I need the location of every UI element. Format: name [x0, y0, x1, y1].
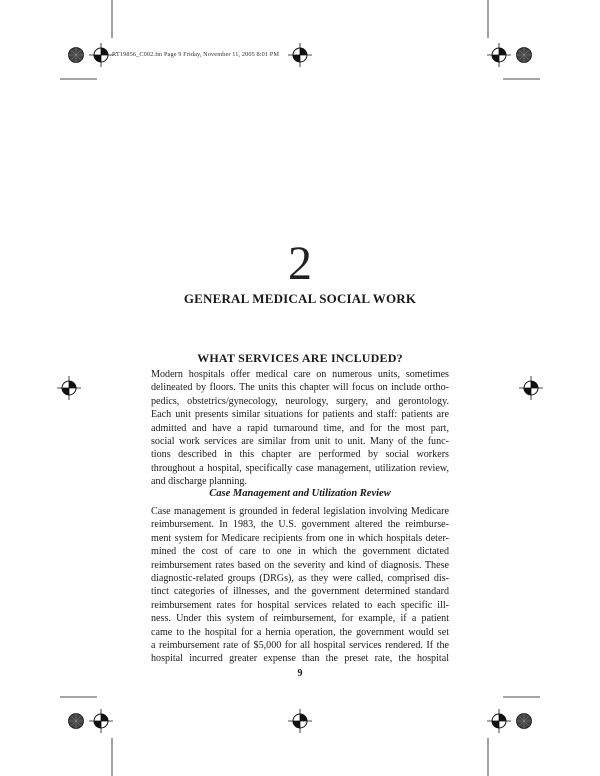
- color-patch-icon: [69, 714, 84, 729]
- paragraph-line: reimbursement. In 1983, the U.S. government altered the reimburse-: [151, 519, 449, 531]
- paragraph-line: diagnostic-related groups (DRGs), as they were called, comprised dis-: [151, 573, 449, 585]
- registration-mark-icon: [519, 376, 543, 400]
- registration-mark-icon: [57, 376, 81, 400]
- subsection-heading: Case Management and Utilization Review: [209, 488, 391, 499]
- registration-mark-icon: [89, 709, 113, 733]
- paragraph-line: ness. Under this system of reimbursement, for example, if a patient: [151, 613, 449, 625]
- registration-mark-icon: [487, 709, 511, 733]
- paragraph-line: tinct categories of illnesses, and the government determined standard: [151, 586, 449, 598]
- paragraph-line: Each unit presents similar situations for patients and staff: patients are: [151, 409, 449, 421]
- paragraph-line: reimbursement rates for hospital services related to each specific ill-: [151, 599, 449, 611]
- paragraph-line: mined the cost of care to one in which the government dictated: [151, 546, 449, 558]
- color-patch-icon: [517, 714, 532, 729]
- color-patch-icon: [517, 48, 532, 63]
- registration-mark-icon: [288, 43, 312, 67]
- paragraph-line: throughout a hospital, specifically case management, utilization review,: [151, 462, 449, 474]
- paragraph-line: Case management is grounded in federal legislation involving Medicare: [151, 506, 449, 517]
- chapter-number: 2: [288, 237, 312, 290]
- section-heading: WHAT SERVICES ARE INCLUDED?: [197, 351, 403, 365]
- paragraph-line: came to the hospital for a hernia operation, the government would set: [151, 626, 449, 638]
- crop-mark-icon: [60, 697, 540, 776]
- page-number: 9: [297, 668, 303, 679]
- registration-mark-icon: [288, 709, 312, 733]
- paragraph-line: pedics, obstetrics/gynecology, neurology, surgery, and gerontology.: [151, 395, 449, 407]
- paragraph-line: tions described in this chapter are performed by social workers: [151, 449, 449, 461]
- paragraph-line: social work services are similar from unit to unit. Many of the func-: [151, 436, 449, 448]
- paragraph-line: and discharge planning.: [151, 476, 247, 488]
- paragraph-line: hospital incurred greater expense than the preset rate, the hospital: [151, 653, 449, 665]
- chapter-title: GENERAL MEDICAL SOCIAL WORK: [183, 291, 417, 306]
- paragraph-line: admitted and have a rapid turnaround time, and for the most part,: [151, 422, 449, 434]
- paragraph-line: Modern hospitals offer medical care on numerous units, sometimes: [151, 369, 449, 380]
- paragraph-line: ment system for Medicare recipients from one in which hospitals deter-: [151, 532, 449, 544]
- paragraph-line: reimbursement rates based on the severity and kind of diagnosis. These: [151, 559, 449, 571]
- section-paragraph: [151, 368, 449, 489]
- color-patch-icon: [69, 48, 84, 63]
- slug-line: RT19856_C002.fm Page 9 Friday, November 11, 2005 8:01 PM: [112, 51, 280, 58]
- paragraph-line: delineated by floors. The units this chapter will focus on include ortho-: [151, 382, 449, 394]
- registration-mark-icon: [487, 43, 511, 67]
- registration-mark-icon: [89, 43, 113, 67]
- paragraph-line: a reimbursement rate of $5,000 for all hospital services rendered. If the: [151, 640, 449, 652]
- subsection-paragraph: [151, 505, 449, 666]
- crop-mark-icon: [60, 0, 540, 79]
